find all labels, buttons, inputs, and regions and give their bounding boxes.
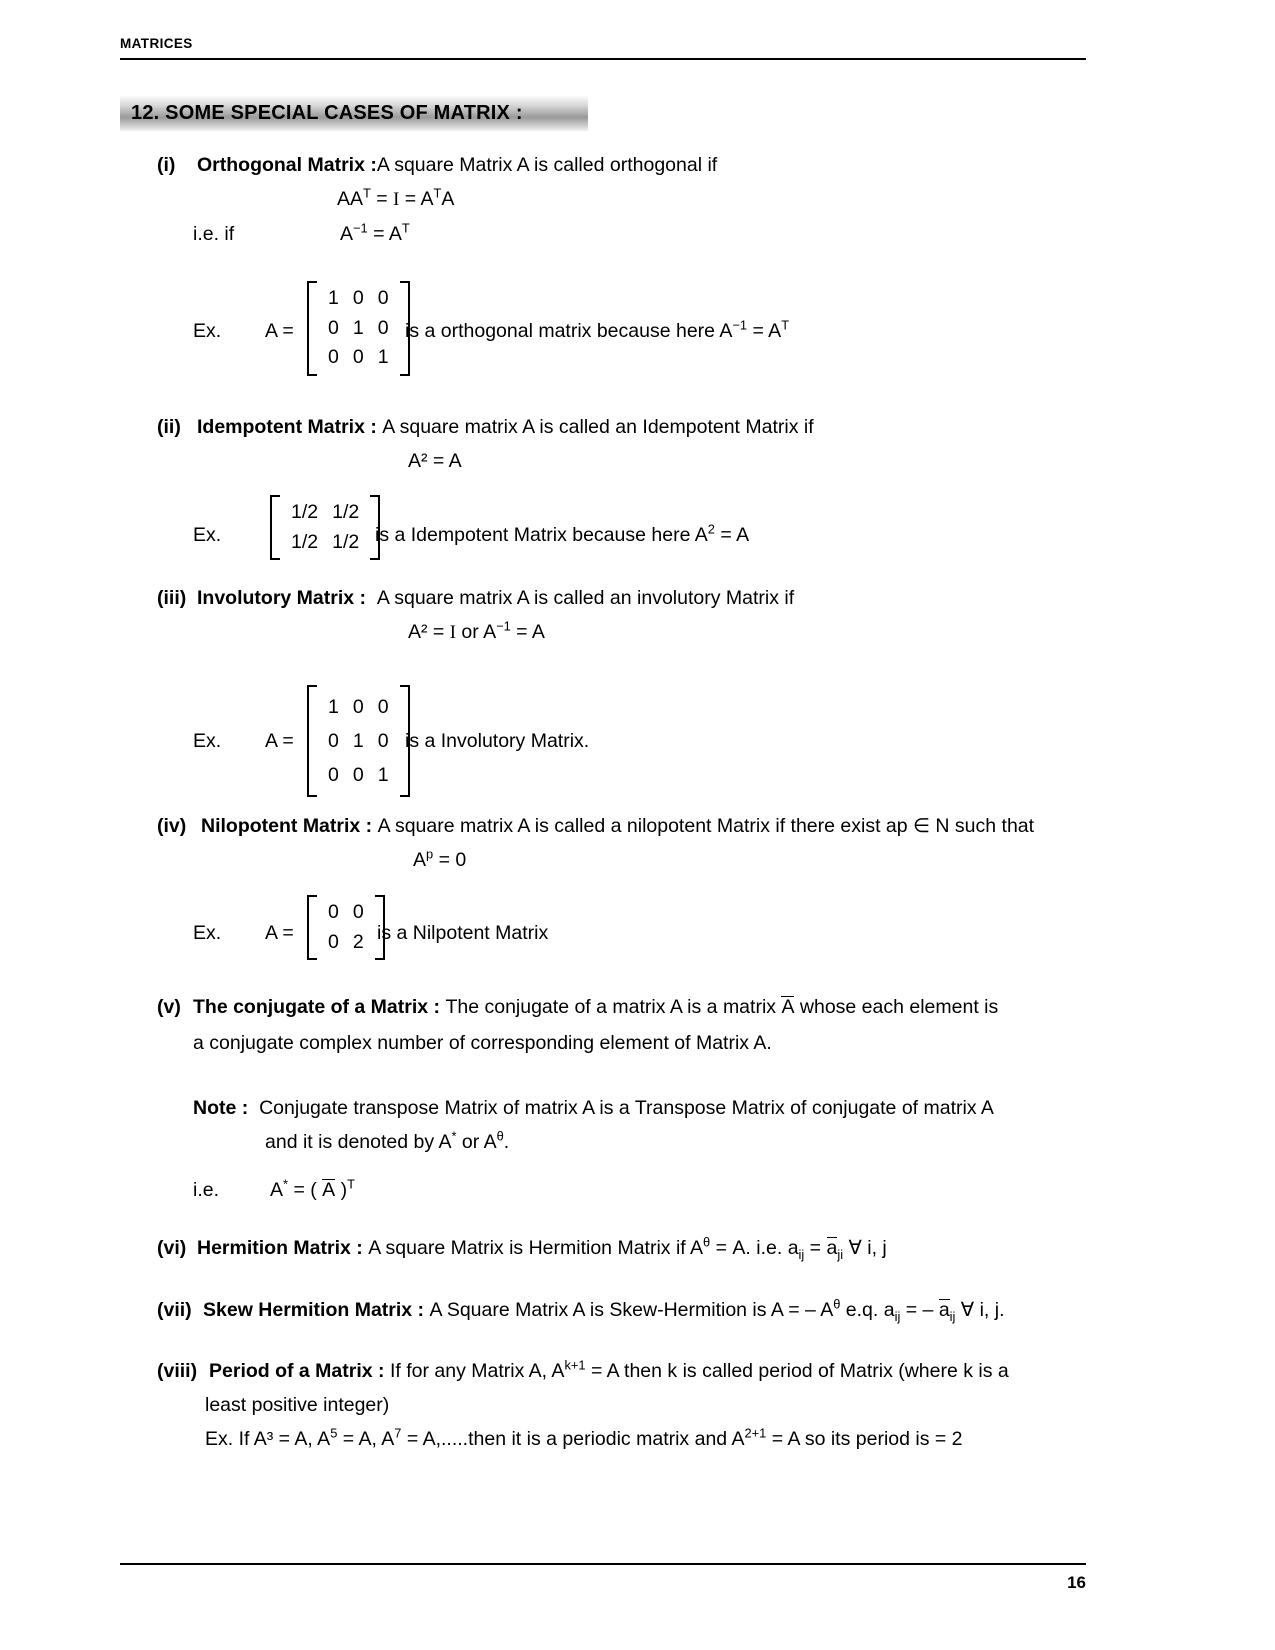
orthogonal-ex-aeq: A = bbox=[265, 320, 294, 342]
matrix-cell: 1 bbox=[377, 346, 389, 369]
bracket-left-icon bbox=[307, 281, 317, 376]
formula-part: Ex. If A³ = A, A bbox=[205, 1428, 331, 1450]
running-head: MATRICES bbox=[120, 36, 193, 51]
formula-sup: 5 bbox=[330, 1425, 338, 1441]
matrix-cell: 1 bbox=[377, 764, 389, 787]
formula-sup: 7 bbox=[394, 1425, 402, 1441]
item-label: Orthogonal Matrix : bbox=[197, 154, 377, 176]
formula-sup: p bbox=[426, 846, 434, 862]
conjugate-note bbox=[193, 1095, 1093, 1122]
conjugate-note-line2 bbox=[265, 1129, 509, 1156]
nilopotent-formula bbox=[413, 847, 466, 874]
matrix-cell: 1 bbox=[352, 730, 364, 753]
formula-part: and it is denoted by A bbox=[265, 1131, 452, 1153]
formula-part: A bbox=[270, 1179, 284, 1201]
formula-sup: −1 bbox=[353, 220, 368, 236]
nilopotent-ex-label: Ex. bbox=[193, 922, 222, 944]
matrix-cell: 0 bbox=[377, 730, 389, 753]
matrix-cell: 0 bbox=[352, 346, 364, 369]
conjugate-ie-formula bbox=[270, 1177, 355, 1204]
formula-part: whose each element is bbox=[794, 996, 999, 1018]
matrix-cell: 0 bbox=[328, 930, 339, 953]
formula-part: e.q. a bbox=[840, 1299, 895, 1321]
header-rule bbox=[120, 58, 1086, 60]
matrix-grid bbox=[317, 895, 375, 960]
bracket-left-icon bbox=[307, 895, 317, 960]
formula-part: A bbox=[441, 188, 455, 210]
item-period bbox=[157, 1358, 1097, 1385]
formula-sup: k+1 bbox=[564, 1357, 586, 1373]
matrix-cell: 0 bbox=[328, 346, 339, 369]
note-label: Note : bbox=[193, 1097, 249, 1119]
formula-part: or A bbox=[455, 621, 497, 643]
involutory-matrix-wrap bbox=[305, 685, 412, 797]
formula-sup: θ bbox=[703, 1234, 711, 1250]
orthogonal-ie-label: i.e. if bbox=[193, 223, 235, 245]
matrix-cell: 0 bbox=[377, 287, 389, 309]
matrix-cell: 1 bbox=[328, 287, 339, 309]
formula-part: is a Idempotent Matrix because here A bbox=[375, 524, 708, 546]
formula-part: = – bbox=[900, 1299, 939, 1321]
matrix-cell: 1 bbox=[352, 316, 364, 339]
formula-part: = A bbox=[367, 223, 402, 245]
idempotent-matrix-wrap bbox=[268, 495, 382, 560]
bracket-left-icon bbox=[307, 685, 317, 797]
formula-part: A² = bbox=[408, 621, 450, 643]
matrix-cell: 0 bbox=[328, 730, 339, 753]
matrix-grid bbox=[317, 685, 400, 797]
matrix-cell: 0 bbox=[352, 901, 364, 923]
conjugate-overline: a bbox=[938, 1299, 950, 1321]
period-line2: least positive integer) bbox=[205, 1394, 390, 1416]
formula-sup: T bbox=[433, 185, 442, 201]
formula-part: = bbox=[370, 188, 394, 210]
involutory-formula bbox=[408, 619, 545, 646]
formula-part: If for any Matrix A, A bbox=[384, 1360, 565, 1382]
formula-sup: −1 bbox=[732, 317, 748, 333]
item-marker: (ii) bbox=[157, 416, 181, 438]
item-definition: A square matrix A is called an Idempotent Matrix if bbox=[382, 416, 814, 438]
formula-part: = A bbox=[399, 188, 434, 210]
item-marker: (viii) bbox=[157, 1360, 198, 1382]
idempotent-ex-label: Ex. bbox=[193, 524, 222, 546]
formula-sub: ji bbox=[837, 1246, 844, 1262]
item-definition: A square Matrix A is called orthogonal if bbox=[376, 154, 718, 176]
formula-sup: T bbox=[781, 317, 790, 333]
formula-sup: 2 bbox=[707, 521, 715, 537]
formula-part: = A bbox=[714, 524, 750, 546]
formula-part: = bbox=[804, 1237, 827, 1259]
item-label: Involutory Matrix : bbox=[197, 587, 367, 609]
item-label: Period of a Matrix : bbox=[209, 1360, 385, 1382]
formula-part: The conjugate of a matrix A is a matrix bbox=[445, 996, 782, 1018]
matrix-cell: 1 bbox=[328, 696, 339, 718]
formula-sup: T bbox=[401, 220, 410, 236]
nilopotent-matrix bbox=[307, 895, 385, 960]
formula-part: = A bbox=[747, 320, 782, 342]
matrix-cell: 1/2 bbox=[291, 501, 319, 523]
matrix-grid bbox=[280, 495, 370, 560]
nilopotent-ex-aeq: A = bbox=[265, 922, 294, 944]
nilopotent-matrix-wrap bbox=[305, 895, 387, 960]
formula-sup: T bbox=[363, 185, 371, 201]
formula-sub: ij bbox=[894, 1308, 901, 1324]
item-nilopotent bbox=[157, 813, 1097, 840]
page-number: 16 bbox=[1067, 1573, 1086, 1592]
involutory-ex-aeq: A = bbox=[265, 730, 294, 752]
formula-part: ∀ i, j. bbox=[955, 1299, 1005, 1321]
matrix-cell: 1/2 bbox=[332, 530, 360, 553]
formula-part: is a orthogonal matrix because here A bbox=[405, 320, 733, 342]
item-definition: A square matrix A is called an involutory Matrix if bbox=[376, 587, 795, 609]
formula-part: . bbox=[503, 1131, 510, 1153]
conjugate-line2: a conjugate complex number of corresponding element of Matrix A. bbox=[193, 1032, 772, 1054]
item-skew-hermition bbox=[157, 1297, 1004, 1324]
matrix-cell: 0 bbox=[377, 316, 389, 339]
orthogonal-formula-1 bbox=[337, 186, 454, 213]
idempotent-ex-tail bbox=[375, 522, 749, 549]
matrix-cell: 0 bbox=[377, 696, 389, 718]
orthogonal-ex-label: Ex. bbox=[193, 320, 222, 342]
formula-part: = A. i.e. a bbox=[710, 1237, 799, 1259]
formula-part: ) bbox=[335, 1179, 348, 1201]
formula-sup: 2+1 bbox=[744, 1425, 767, 1441]
item-label: Hermition Matrix : bbox=[197, 1237, 363, 1259]
orthogonal-matrix bbox=[307, 281, 410, 376]
item-marker: (vi) bbox=[157, 1237, 187, 1259]
idempotent-matrix bbox=[270, 495, 380, 560]
orthogonal-ex-tail bbox=[405, 318, 789, 345]
involutory-matrix bbox=[307, 685, 410, 797]
matrix-grid bbox=[317, 281, 400, 376]
formula-part: = 0 bbox=[433, 849, 467, 871]
formula-part: A square Matrix is Hermition Matrix if A bbox=[368, 1237, 704, 1259]
formula-part: = A, A bbox=[337, 1428, 395, 1450]
item-marker: (iv) bbox=[157, 815, 187, 837]
formula-sub: ij bbox=[949, 1308, 956, 1324]
item-label: The conjugate of a Matrix : bbox=[193, 996, 441, 1018]
formula-part: ∀ i, j bbox=[843, 1237, 887, 1259]
item-label: Nilopotent Matrix : bbox=[201, 815, 373, 837]
formula-sup: −1 bbox=[496, 618, 511, 634]
matrix-cell: 1/2 bbox=[332, 501, 360, 523]
matrix-cell: 0 bbox=[328, 901, 339, 923]
section-banner-title: 12. SOME SPECIAL CASES OF MATRIX : bbox=[131, 101, 523, 124]
footer-rule bbox=[120, 1563, 1086, 1565]
nilopotent-ex-tail: is a Nilpotent Matrix bbox=[377, 922, 549, 944]
formula-part: = A,.....then it is a periodic matrix and A bbox=[401, 1428, 745, 1450]
conjugate-overline: a bbox=[826, 1237, 838, 1259]
orthogonal-formula-2 bbox=[340, 221, 410, 248]
formula-part: A Square Matrix A is Skew-Hermition is A = – A bbox=[429, 1299, 834, 1321]
matrix-cell: 0 bbox=[328, 316, 339, 339]
formula-sup: * bbox=[283, 1176, 289, 1192]
formula-part: = A so its period is = 2 bbox=[766, 1428, 963, 1450]
period-example bbox=[205, 1426, 963, 1453]
conjugate-overline: A bbox=[322, 1179, 336, 1201]
item-idempotent bbox=[157, 414, 1087, 441]
conjugate-overline: A bbox=[781, 996, 795, 1018]
formula-sup: * bbox=[451, 1128, 457, 1144]
formula-part: = A then k is called period of Matrix (where k is a bbox=[585, 1360, 1009, 1382]
formula-sup: θ bbox=[833, 1296, 841, 1312]
matrix-cell: 0 bbox=[352, 287, 364, 309]
item-orthogonal bbox=[157, 152, 1087, 179]
identity-symbol: I bbox=[393, 189, 400, 210]
item-involutory bbox=[157, 585, 1087, 612]
bracket-left-icon bbox=[270, 495, 280, 560]
matrix-cell: 2 bbox=[352, 930, 364, 953]
item-hermition bbox=[157, 1235, 887, 1262]
item-marker: (iii) bbox=[157, 587, 187, 609]
item-label: Idempotent Matrix : bbox=[197, 416, 377, 438]
identity-symbol: I bbox=[449, 622, 456, 643]
matrix-cell: 0 bbox=[328, 764, 339, 787]
item-label: Skew Hermition Matrix : bbox=[203, 1299, 425, 1321]
item-marker: (v) bbox=[157, 996, 181, 1018]
note-text: Conjugate transpose Matrix of matrix A is a Transpose Matrix of conjugate of matrix A bbox=[259, 1097, 994, 1119]
item-definition: A square matrix A is called a nilopotent Matrix if there exist ap ∈ N such that bbox=[377, 815, 1035, 837]
idempotent-formula: A² = A bbox=[408, 450, 462, 472]
section-banner bbox=[120, 95, 588, 131]
formula-part: AA bbox=[337, 188, 364, 210]
formula-part: A bbox=[413, 849, 427, 871]
item-marker: (i) bbox=[157, 154, 176, 176]
involutory-ex-tail: is a Involutory Matrix. bbox=[405, 730, 590, 752]
formula-part: A bbox=[340, 223, 354, 245]
item-conjugate bbox=[157, 994, 1092, 1021]
formula-part: or A bbox=[456, 1131, 497, 1153]
matrix-cell: 0 bbox=[352, 764, 364, 787]
formula-sup: T bbox=[347, 1176, 355, 1192]
matrix-cell: 1/2 bbox=[291, 530, 319, 553]
conjugate-ie-label: i.e. bbox=[193, 1179, 220, 1201]
matrix-cell: 0 bbox=[352, 696, 364, 718]
formula-sup: θ bbox=[496, 1128, 504, 1144]
orthogonal-matrix-wrap bbox=[305, 281, 412, 376]
involutory-ex-label: Ex. bbox=[193, 730, 222, 752]
item-marker: (vii) bbox=[157, 1299, 192, 1321]
formula-part: = ( bbox=[288, 1179, 323, 1201]
formula-part: = A bbox=[510, 621, 545, 643]
formula-sub: ij bbox=[798, 1246, 805, 1262]
